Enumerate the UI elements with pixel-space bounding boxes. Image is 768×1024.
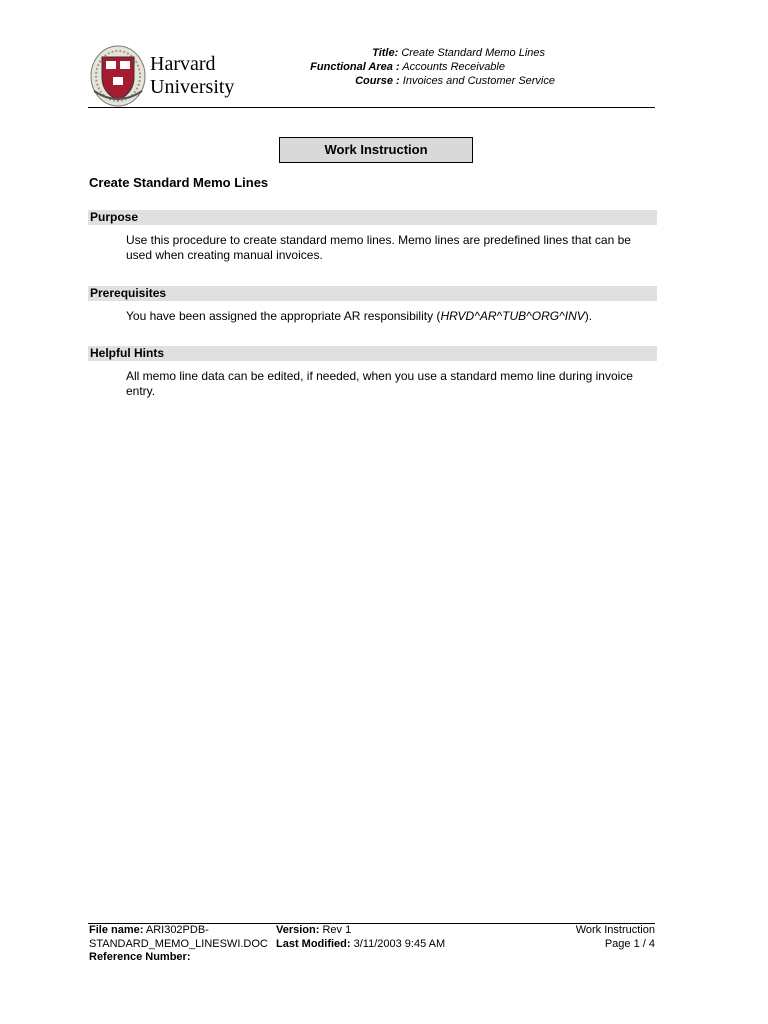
- footer-file-info: [89, 924, 279, 965]
- document-title: Create Standard Memo Lines: [89, 175, 269, 190]
- footer-page-info: [500, 924, 655, 951]
- harvard-logo: [90, 45, 250, 109]
- harvard-shield-icon: [90, 45, 146, 107]
- helpful-hints-section: [88, 346, 657, 399]
- purpose-heading: Purpose: [88, 210, 657, 225]
- meta-title-value: Create Standard Memo Lines: [401, 47, 545, 59]
- prerequisites-heading: Prerequisites: [88, 286, 657, 301]
- file-name-value-1: ARI302PDB-: [145, 924, 209, 936]
- purpose-text: Use this procedure to create standard memo lines. Memo lines are predefined lines that can be used when creating manual invoices.: [126, 233, 631, 262]
- last-modified-value: 3/11/2003 9:45 AM: [353, 937, 446, 950]
- prerequisites-section: [88, 286, 657, 324]
- prerequisites-text-before: You have been assigned the appropriate AR responsibility (: [126, 309, 441, 323]
- version-value: Rev 1: [322, 924, 352, 936]
- meta-course-value: Invoices and Customer Service: [402, 75, 555, 87]
- file-name-value-2: STANDARD_MEMO_LINESWI.DOC: [89, 937, 268, 950]
- meta-course-label: Course :: [355, 75, 400, 87]
- file-name-label: File name:: [89, 924, 144, 936]
- meta-title-label: Title:: [372, 47, 399, 59]
- meta-functional-area-row: [290, 60, 590, 74]
- prerequisites-text-after: ).: [584, 309, 593, 323]
- logo-line-2: University: [150, 76, 235, 98]
- meta-course-row: [290, 74, 590, 88]
- footer-version-info: [276, 924, 476, 951]
- document-meta: [290, 46, 590, 88]
- version-label: Version:: [276, 924, 320, 936]
- reference-number-label: Reference Number:: [89, 951, 191, 963]
- logo-line-1: Harvard: [150, 53, 216, 75]
- purpose-section: [88, 210, 657, 263]
- responsibility-name: HRVD^AR^TUB^ORG^INV: [440, 309, 585, 323]
- prerequisites-text: [126, 309, 646, 324]
- footer-doc-type: Work Instruction: [575, 924, 655, 936]
- helpful-hints-text: All memo line data can be edited, if needed, when you use a standard memo line during invoice entry.: [126, 369, 633, 398]
- helpful-hints-heading: Helpful Hints: [88, 346, 657, 361]
- meta-functional-area-value: Accounts Receivable: [402, 61, 505, 73]
- meta-functional-area-label: Functional Area :: [310, 61, 400, 73]
- logo-text: [150, 53, 234, 99]
- last-modified-label: Last Modified:: [276, 937, 351, 950]
- footer-page-number: Page 1 / 4: [604, 937, 655, 950]
- work-instruction-box: Work Instruction: [279, 137, 473, 163]
- meta-title-row: [290, 46, 590, 60]
- header-divider: [88, 107, 655, 108]
